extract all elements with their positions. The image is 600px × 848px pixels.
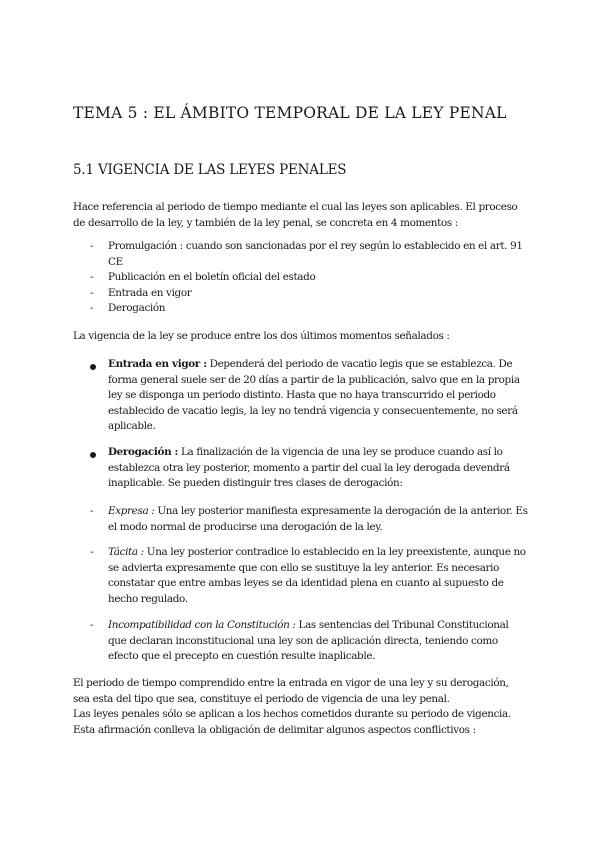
closing-paragraph-2: Las leyes penales sólo se aplican a los hechos cometidos durante su periodo de vigencia. Esta afirmación conlleva la obligación de delimitar algunos aspectos conflictivos : [73, 708, 511, 736]
bullet-icon [90, 452, 96, 458]
list-item-publicacion: Publicación en el boletín oficial del estado [108, 271, 316, 283]
incompatibilidad-text: Las sentencias del Tribunal Constitucional que declaran inconstitucional una ley son de aplicación directa, teniendo como efecto que el precepto en cuestión resulte inaplicable. [108, 619, 509, 662]
list-dash: - [90, 240, 94, 252]
list-item-promulgacion: Promulgación : cuando son sancionadas por el rey según lo establecido en el art. 91 CE [108, 240, 523, 268]
list-dash: - [90, 505, 94, 517]
entrada-en-vigor-term: Entrada en vigor : [108, 358, 207, 370]
list-dash: - [90, 302, 94, 314]
page-title: TEMA 5 : EL ÁMBITO TEMPORAL DE LA LEY PENAL [73, 104, 507, 122]
tacita-text: Una ley posterior contradice lo establecido en la ley preexistente, aunque no se advierta expresamente que con ello se sustituye la ley anterior. Es necesario constatar que entre ambas leyes se da identidad plena en cuanto al supuesto de hecho regulado. [108, 546, 526, 605]
derogacion-paragraph [108, 445, 528, 492]
entrada-en-vigor-text: Dependerá del periodo de vacatio legis que se establezca. De forma general suele ser de 20 días a partir de la publicación, salvo que en la propia ley se disponga un periodo distinto. Hasta que no haya transcurrido el periodo establecido de vacatio legis, la ley no tendrá vigencia y consecuentemente, no será aplicable. [108, 358, 520, 433]
list-item-entrada: Entrada en vigor [108, 287, 192, 299]
incompatibilidad-term: Incompatibilidad con la Constitución : [108, 619, 296, 631]
entrada-en-vigor-paragraph [108, 357, 528, 435]
tacita-term: Tácita : [108, 546, 144, 558]
list-dash: - [90, 546, 94, 558]
list-dash: - [90, 271, 94, 283]
closing-paragraph-1: El periodo de tiempo comprendido entre la entrada en vigor de una ley y su derogación, sea esta del tipo que sea, constituye el periodo de vigencia de una ley penal. [73, 677, 509, 705]
expresa-text: Una ley posterior manifiesta expresamente la derogación de la anterior. Es el modo normal de producirse una derogación de la ley. [108, 505, 528, 533]
derogacion-incompatibilidad [108, 618, 528, 665]
expresa-term: Expresa : [108, 505, 155, 517]
derogacion-text: La finalización de la vigencia de una ley se produce cuando así lo establezca otra ley posterior, momento a partir del cual la ley derogada devendrá inaplicable. Se pueden distinguir tres clases de derogación: [108, 446, 510, 490]
bullet-icon [90, 364, 96, 370]
list-dash: - [90, 287, 94, 299]
derogacion-expresa [108, 504, 528, 535]
list-item-derogacion: Derogación [108, 302, 166, 314]
section-title: 5.1 VIGENCIA DE LAS LEYES PENALES [73, 162, 347, 178]
vigencia-paragraph: La vigencia de la ley se produce entre los dos últimos momentos señalados : [73, 330, 450, 342]
derogacion-tacita [108, 545, 528, 607]
intro-paragraph: Hace referencia al periodo de tiempo mediante el cual las leyes son aplicables. El proceso de desarrollo de la ley, y también de la ley penal, se concreta en 4 momentos : [73, 201, 518, 229]
derogacion-term: Derogación : [108, 446, 179, 458]
list-dash: - [90, 619, 94, 631]
